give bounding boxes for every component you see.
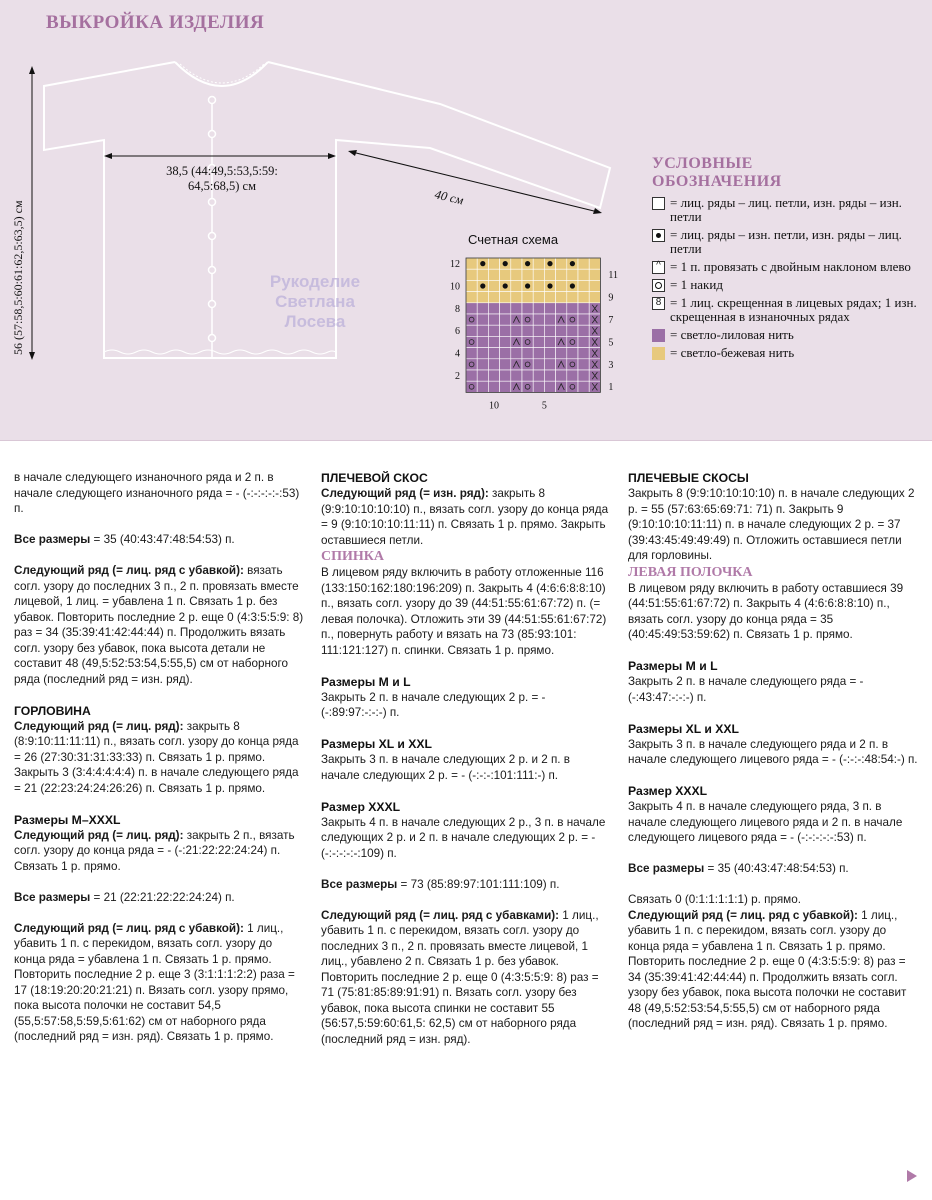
chart-cell — [466, 381, 477, 392]
section-heading: ГОРЛОВИНА — [14, 703, 91, 718]
chart-cell — [477, 336, 488, 347]
legend-item: = лиц. ряды – лиц. петли, изн. ряды – изн. петли — [652, 196, 922, 224]
chart-cell — [578, 280, 589, 291]
chart-cell — [578, 370, 589, 381]
chart-cell — [556, 303, 567, 314]
chart-cell — [533, 280, 544, 291]
row-label-right: 9 — [608, 292, 614, 304]
chart-cell — [578, 336, 589, 347]
chart-cell — [578, 359, 589, 370]
neckline — [175, 62, 268, 86]
chart-cell — [544, 303, 555, 314]
chart-cell — [556, 325, 567, 336]
row-label-right: 1 — [608, 382, 614, 394]
chart-cell — [466, 314, 477, 325]
row-label-right: 7 — [608, 314, 614, 326]
chart-cell — [511, 348, 522, 359]
legend-item: = лиц. ряды – изн. петли, изн. ряды – лиц. петли — [652, 228, 922, 256]
col-label: 10 — [489, 400, 499, 412]
beige-swatch-icon — [652, 347, 665, 360]
chart-cell — [522, 269, 533, 280]
chart-cell — [488, 314, 499, 325]
section-heading: ЛЕВАЯ ПОЛОЧКА — [628, 564, 753, 580]
section-heading: Размер XXXL — [628, 784, 708, 798]
chart-cell — [511, 269, 522, 280]
purl-dot — [503, 261, 508, 266]
neck-band — [180, 64, 264, 83]
chart-cell — [556, 280, 567, 291]
chart-cell — [466, 359, 477, 370]
chart-cell — [511, 325, 522, 336]
chart-cell — [578, 348, 589, 359]
row-label-right: 5 — [608, 337, 614, 349]
chart-cell — [544, 381, 555, 392]
chart-cell — [522, 359, 533, 370]
watermark: Рукоделие Светлана Лосева — [269, 272, 361, 331]
chart-cell — [488, 359, 499, 370]
chart-cell — [533, 381, 544, 392]
chart-cell — [477, 370, 488, 381]
chart-cell — [533, 325, 544, 336]
chart-cell — [533, 303, 544, 314]
chart-title: Счетная схема — [468, 232, 559, 247]
chart-cell — [544, 359, 555, 370]
chart-cell — [533, 359, 544, 370]
chart-cell — [589, 280, 600, 291]
text-column-2: ПЛЕЧЕВОЙ СКОС Следующий ряд (= изн. ряд): закрыть 8 (9:9:10:10:10:10) п., вязать согл. узору до конца ряда = 9 (9:10:10:10:11:11) п. Связать 1 р. прямо. Закрыть оставшиеся петли. СПИНКА В лицевом ряду включить в работу отложенные 116 (133:150:162:180:196:209) п. Закрыть 4 (4:6:6:8:8:10) п., вязать согл. узору до 39 (44:51:55:61:67:72) п. (= левая полочка). Отложить эти 39 (44:51:55:61:67:72) п., повернуть работу и вязать на 73 (85:93:101: 111:121:127) п. спинки. Связать 1 р. прямо. Размеры M и L Закрыть 2 п. в начале следующих 2 р. = - (-:89:97:-:-:-) п. Размеры XL и XXL Закрыть 3 п. в начале следующих 2 р. и 2 п. в начале следующих 2 р. = - (-:-:-:101:111:-) п. Размер XXXL Закрыть 4 п. в начале следующих 2 р., 3 п. в начале следующих 2 р. и 2 п. в начале следующих 2 р. = - (-:-:-:-:-:109) п. Все размеры = 73 (85:89:97:101:111:109) п. Следующий ряд (= лиц. ряд с убавками): 1 лиц., убавить 1 п. с перекидом, вязать согл. узору до последних 3 п., 2 п. провязать вместе лицевой, 1 лиц., убавлено 2 п. Связать 1 р. без убавок. Повторить последние 2 р. еще 0 (4:3:5:5:9: 8) раз = 71 (75:81:85:89:91:91) п. Вязать согл. узору без убавок, пока высота спинки не составит 55 (56:57,5:59:60:61,5: 62,5) см от наборного ряда (последний ряд = изн. ряд). — [321, 470, 611, 1047]
chart-cell — [500, 370, 511, 381]
stitch-chart — [450, 258, 618, 411]
chart-cell — [511, 303, 522, 314]
button — [209, 267, 216, 274]
chart-cell — [567, 336, 578, 347]
empty-square-icon — [652, 197, 665, 210]
chart-cell — [477, 292, 488, 303]
section-heading: Размер XXXL — [321, 799, 401, 814]
purl-dot — [570, 261, 575, 266]
chart-cell — [578, 292, 589, 303]
row-label-left: 4 — [455, 348, 460, 360]
chart-cell — [500, 359, 511, 370]
chart-cell — [488, 303, 499, 314]
width-label-line1: 38,5 (44:49,5:53,5:59: — [166, 164, 278, 178]
button — [209, 199, 216, 206]
height-label: 56 (57:58,5:60:61:62,5:63,5) см — [11, 200, 25, 355]
chart-cell — [500, 292, 511, 303]
chart-cell — [522, 336, 533, 347]
chart-cell — [477, 269, 488, 280]
chart-cell — [578, 269, 589, 280]
chart-cell — [556, 348, 567, 359]
pattern-title: ВЫКРОЙКА ИЗДЕЛИЯ — [46, 12, 265, 33]
chart-cell — [488, 325, 499, 336]
chart-cell — [477, 303, 488, 314]
purl-dot — [480, 261, 485, 266]
chart-cell — [567, 269, 578, 280]
chart-cell — [522, 370, 533, 381]
section-heading: Размеры XL и XXL — [628, 721, 740, 736]
row-label-left: 12 — [450, 258, 460, 270]
chart-cell — [488, 381, 499, 392]
sleeve-label: 40 см — [433, 187, 465, 208]
chart-cell — [544, 292, 555, 303]
legend-item: 8 = 1 лиц. скрещенная в лицевых рядах; 1 изн. скрещенная в изнаночных рядах — [652, 296, 922, 324]
purl-dot — [525, 261, 530, 266]
divider — [0, 440, 932, 441]
chart-cell — [533, 258, 544, 269]
section-heading: ПЛЕЧЕВОЙ СКОС — [321, 471, 428, 485]
chart-cell — [488, 292, 499, 303]
lilac-swatch-icon — [652, 329, 665, 342]
row-label-left: 2 — [455, 370, 460, 382]
hem-edge — [104, 350, 336, 354]
chart-cell — [500, 381, 511, 392]
chart-cell — [522, 348, 533, 359]
chart-cell — [589, 292, 600, 303]
section-heading: Размеры XL и XXL — [321, 737, 433, 751]
chart-cell — [500, 325, 511, 336]
chart-cell — [477, 314, 488, 325]
chart-cell — [511, 292, 522, 303]
chart-cell — [544, 370, 555, 381]
purl-dot — [503, 283, 508, 288]
chart-cell — [466, 336, 477, 347]
chart-cell — [466, 348, 477, 359]
crossed-stitch-icon: 8 — [652, 297, 665, 310]
sleeve-arrow — [352, 152, 598, 212]
chart-cell — [511, 370, 522, 381]
button — [209, 233, 216, 240]
section-heading: ПЛЕЧЕВЫЕ СКОСЫ — [628, 471, 749, 485]
button — [209, 131, 216, 138]
chart-cell — [533, 370, 544, 381]
chart-cell — [522, 381, 533, 392]
chart-cell — [533, 348, 544, 359]
section-heading: Размеры M и L — [321, 674, 411, 689]
legend-item: = светло-лиловая нить — [652, 328, 922, 342]
chart-cell — [500, 336, 511, 347]
chart-cell — [556, 258, 567, 269]
chart-cell — [522, 303, 533, 314]
chart-cell — [544, 314, 555, 325]
chart-cell — [500, 314, 511, 325]
width-arrow-right — [328, 153, 336, 159]
chart-cell — [544, 325, 555, 336]
chart-cell — [533, 269, 544, 280]
chart-cell — [556, 269, 567, 280]
yarn-over-icon — [652, 279, 665, 292]
chart-cell — [567, 325, 578, 336]
row-label-right: 11 — [608, 270, 619, 282]
chart-cell — [488, 258, 499, 269]
chart-cell — [567, 292, 578, 303]
chart-cell — [567, 348, 578, 359]
row-label-left: 10 — [450, 281, 460, 293]
chart-cell — [544, 269, 555, 280]
height-arrow-bottom — [29, 352, 35, 360]
purl-dot — [547, 261, 552, 266]
text-column-3: ПЛЕЧЕВЫЕ СКОСЫ Закрыть 8 (9:9:10:10:10:10) п. в начале следующих 2 р. = 55 (57:63:65:69:71: 71) п. Закрыть 9 (9:10:10:10:11:11) п. в начале следующих 2 р. = 37 (39:43:45:49:49:49) п. Отложить оставшиеся петли для горловины. ЛЕВАЯ ПОЛОЧКА В лицевом ряду включить в работу оставшиеся 39 (44:51:55:61:67:72) п. Закрыть 4 (4:6:6:8:8:10) п., вязать согл. узору до конца ряда = 35 (40:45:49:53:59:62) п. Связать 1 р. прямо. Размеры M и L Закрыть 2 п. в начале следующего ряда = - (-:43:47:-:-:-) п. Размеры XL и XXL Закрыть 3 п. в начале следующего ряда и 2 п. в начале следующего лицевого ряда = - (-:-:-:48:54:-) п. Размер XXXL Закрыть 4 п. в начале следующего ряда, 3 п. в начале следующего лицевого ряда и 2 п. в начале следующего лицевого ряда = - (-:-:-:-:-:53) п. Все размеры = 35 (40:43:47:48:54:53) п. Связать 0 (0:1:1:1:1:1) р. прямо. Следующий ряд (= лиц. ряд с убавкой): 1 лиц., убавить 1 п. с перекидом, вязать согл. узору до конца ряда = убавлена 1 п. Связать 1 р. прямо. Повторить последние 2 р. еще 0 (4:3:5:5:9: 8) раз = 34 (35:39:41:42:44:44) п. Продолжить вязать согл. узору без убавок, пока высота полочки не составит 48 (49,5:52:53:54,5:55,5) см от наборного ряда (последний ряд = изн. ряд). Связать 1 р. прямо. — [628, 470, 920, 1032]
chart-cell — [488, 336, 499, 347]
chart-cell — [511, 258, 522, 269]
chart-cell — [522, 325, 533, 336]
section-heading: Размеры M и L — [628, 659, 718, 673]
height-arrow-top — [29, 66, 35, 74]
chart-cell — [500, 348, 511, 359]
chart-cell — [466, 303, 477, 314]
chart-cell — [511, 280, 522, 291]
next-page-icon[interactable] — [907, 1170, 917, 1182]
chart-cell — [533, 314, 544, 325]
chart-cell — [578, 303, 589, 314]
chart-cell — [578, 381, 589, 392]
chart-cell — [544, 348, 555, 359]
width-label-line2: 64,5:68,5) см — [188, 179, 256, 193]
chart-cell — [500, 303, 511, 314]
legend — [652, 196, 922, 364]
chart-cell — [544, 336, 555, 347]
text-column-1: в начале следующего изнаночного ряда и 2 п. в начале следующего изнаночного ряда = - (-:-:-:-:-:53) п. Все размеры = 35 (40:43:47:48:54:53) п. Следующий ряд (= лиц. ряд с убавкой): вязать согл. узору до последних 3 п., 2 п. провязать вместе лицевой, 1 лиц. = убавлена 1 п. Связать 1 р. без убавок. Повторить последние 2 р. еще 0 (4:3:5:5:9: 8) раз = 34 (35:39:41:42:44:44) п. Продолжить вязать согл. узору без убавок, пока высота детали не составит 48 (49,5:52:53:54,5:55,5) см от наборного ряда (последний ряд = изн. ряд). ГОРЛОВИНА Следующий ряд (= лиц. ряд): закрыть 8 (8:9:10:11:11:11) п., вязать согл. узору до конца ряда = 26 (27:30:31:31:33:33) п. Связать 1 р. прямо. Закрыть 3 (3:4:4:4:4:4) п. в начале следующего ряда = 21 (22:23:24:24:26:26) п. Связать 1 р. прямо. Размеры M–XXXL Следующий ряд (= лиц. ряд): закрыть 2 п., вязать согл. узору до конца ряда = - (-:21:22:22:24:24) п. Связать 1 р. прямо. Все размеры = 21 (22:21:22:22:24:24) п. Следующий ряд (= лиц. ряд с убавкой): 1 лиц., убавить 1 п. с перекидом, вязать согл. узору до конца ряда = убавлена 1 п. Связать 1 р. прямо. Повторить последние 2 р. еще 3 (3:1:1:1:2:2) раза = 17 (18:19:20:20:21:21) п. Вязать согл. узору прямо, пока высота полочки не составит 54,5 (55,5:57:58,5:59,5:61:62) см от наборного ряда (последний ряд = изн. ряд). Связать 1 р. прямо. — [14, 471, 304, 1043]
purl-dot — [547, 283, 552, 288]
chart-cell — [500, 269, 511, 280]
chart-cell — [533, 336, 544, 347]
chart-cell — [466, 325, 477, 336]
chart-cell — [477, 381, 488, 392]
chart-cell — [556, 292, 567, 303]
chart-cell — [466, 292, 477, 303]
purl-dot — [480, 283, 485, 288]
dot-square-icon — [652, 229, 665, 242]
chart-cell — [466, 258, 477, 269]
col-label: 5 — [541, 400, 547, 412]
decrease-symbol-icon: ^ — [652, 261, 665, 274]
sleeve-arrow-tail — [348, 150, 357, 156]
chart-cell — [522, 314, 533, 325]
section-heading: СПИНКА — [321, 549, 385, 564]
legend-item: = светло-бежевая нить — [652, 346, 922, 360]
chart-cell — [533, 292, 544, 303]
chart-cell — [556, 370, 567, 381]
chart-cell — [578, 314, 589, 325]
chart-cell — [567, 381, 578, 392]
chart-cell — [578, 325, 589, 336]
row-label-left: 6 — [455, 326, 460, 338]
chart-cell — [466, 269, 477, 280]
purl-dot — [570, 283, 575, 288]
section-heading: Размеры M–XXXL — [14, 812, 121, 827]
chart-cell — [488, 370, 499, 381]
pattern-section — [0, 0, 932, 440]
button — [209, 97, 216, 104]
button — [209, 301, 216, 308]
purl-dot — [525, 283, 530, 288]
row-label-left: 8 — [455, 303, 460, 315]
chart-cell — [488, 280, 499, 291]
chart-cell — [488, 269, 499, 280]
chart-cell — [567, 303, 578, 314]
legend-item: = 1 накид — [652, 278, 922, 292]
width-arrow-left — [104, 153, 112, 159]
chart-cell — [466, 280, 477, 291]
chart-cell — [589, 258, 600, 269]
chart-cell — [589, 269, 600, 280]
chart-cell — [567, 314, 578, 325]
chart-cell — [522, 292, 533, 303]
chart-cell — [477, 359, 488, 370]
chart-cell — [567, 370, 578, 381]
legend-title: УСЛОВНЫЕ ОБОЗНАЧЕНИЯ — [652, 155, 782, 190]
button — [209, 335, 216, 342]
row-label-right: 3 — [608, 359, 614, 371]
chart-cell — [488, 348, 499, 359]
chart-cell — [578, 258, 589, 269]
chart-cell — [567, 359, 578, 370]
chart-cell — [477, 348, 488, 359]
chart-cell — [466, 370, 477, 381]
legend-item: ^ = 1 п. провязать с двойным наклоном влево — [652, 260, 922, 274]
chart-cell — [477, 325, 488, 336]
